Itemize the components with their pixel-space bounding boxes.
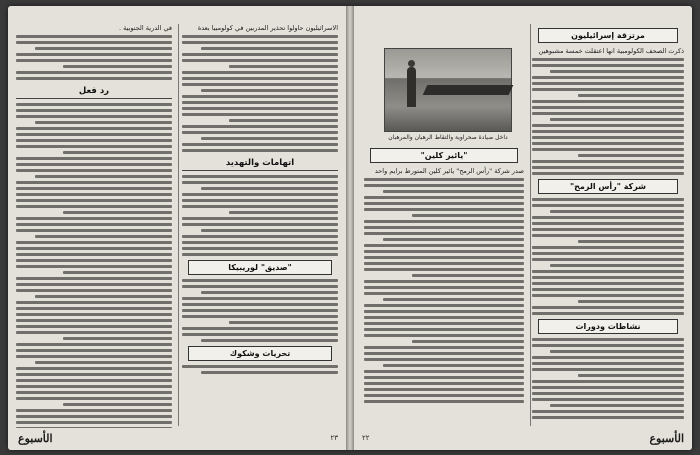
column-first-line: الاسرائيليون حاولوا تحذير المدربين في كولومبيا بعدة (197, 24, 338, 32)
magazine-logo: الأسبوع (649, 431, 684, 445)
spine-gutter (346, 6, 354, 450)
section-heading-rad-fi3l: رد فعل (16, 84, 172, 99)
magazine-spread (8, 6, 692, 450)
section-heading-etihamat: اتهامات والتهديد (182, 156, 338, 171)
right-page-footer (362, 430, 684, 446)
left-page-column-right (182, 24, 338, 428)
body-text (532, 338, 684, 419)
person-figure (407, 67, 416, 107)
page-number: ٢٣ (330, 434, 338, 442)
column-rule (178, 24, 179, 426)
section-heading-sadiq: "صديق" لوريبيكا (188, 260, 332, 275)
section-heading-yair-klein: "يائير كلين" (370, 148, 518, 163)
left-page-footer (18, 430, 338, 446)
right-page-column-right (532, 24, 684, 428)
column-first-line: صدر شركة "رأس الرمح" يائير كلين المتورط برايم واحد (374, 167, 524, 175)
body-text (532, 198, 684, 315)
magazine-logo: الأسبوع (18, 431, 53, 445)
section-heading-nashatat: نشاطات ودورات (538, 319, 678, 334)
body-text (182, 279, 338, 342)
body-text (182, 365, 338, 374)
aircraft-wing (423, 85, 514, 95)
right-page-column-left (364, 144, 524, 428)
body-text (16, 35, 172, 80)
body-text (182, 175, 338, 256)
section-heading-ras-alramh: شركة "رأس الرمح" (538, 179, 678, 194)
photo-caption: داخل صيادة صحراوية والتقاط الرهبان والمرهبان (388, 134, 508, 141)
left-page (8, 6, 346, 450)
section-heading-tahriyat: تحريات وشكوك (188, 346, 332, 361)
body-text (532, 58, 684, 175)
column-first-line: ذكرت الصحف الكولومبية انها اعتقلت خمسة مشبوهين (538, 47, 684, 55)
left-page-column-left (16, 24, 172, 428)
right-page (354, 6, 692, 450)
body-text (16, 103, 172, 428)
aircraft-photo (384, 48, 512, 132)
section-heading-murtaziqa: مرتزقة إسرائيليون (538, 28, 678, 43)
body-text (364, 178, 524, 403)
column-first-line: في الدرية الجنوبية . (119, 24, 172, 32)
page-number: ٢٢ (362, 434, 370, 442)
column-rule (530, 24, 531, 426)
body-text (182, 35, 338, 152)
